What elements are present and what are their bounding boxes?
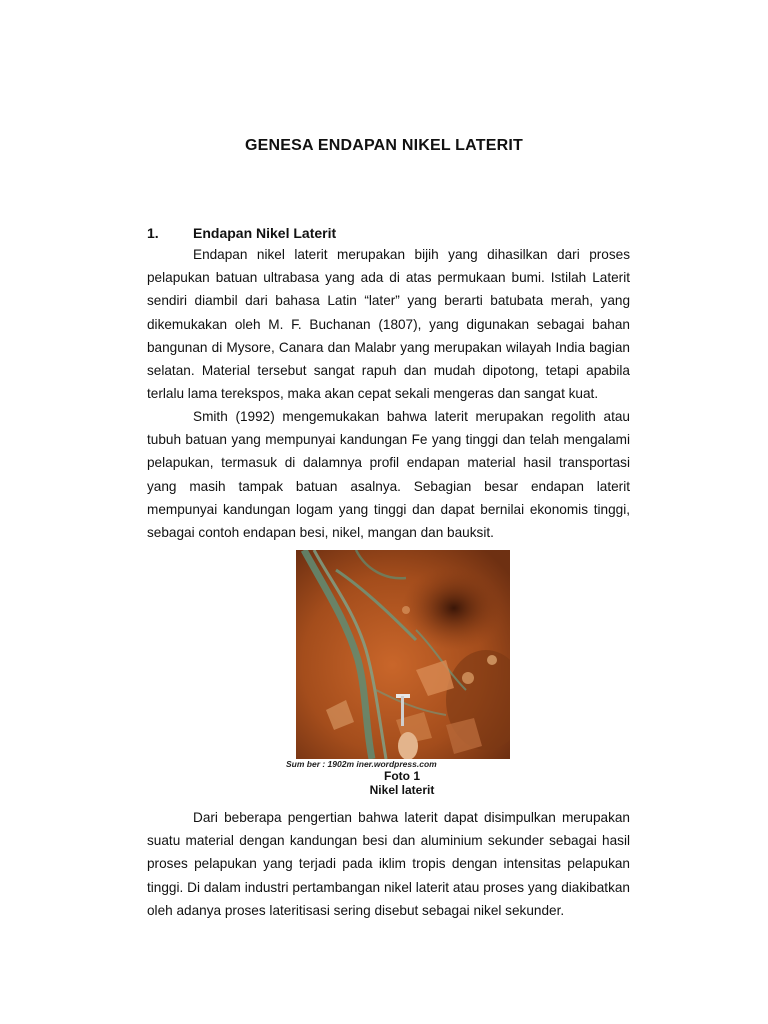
photo-illustration (296, 550, 510, 759)
nickel-laterite-photo (296, 550, 510, 759)
paragraph-1: Endapan nikel laterit merupakan bijih yang dihasilkan dari proses pelapukan batuan ultrabasa yang ada di atas permukaan bumi. Istilah Laterit sendiri diambil dari bahasa Latin “later” yang berarti batubata merah, yang dikemukakan oleh M. F. Buchanan (1807), yang digunakan sebagai bahan bangunan di Mysore, Canara dan Malabr yang merupakan wilayah India bagian selatan. Material tersebut sangat rapuh dan mudah dipotong, tetapi apabila terlalu lama terekspos, maka akan cepat sekali mengeras dan sangat kuat. (147, 247, 630, 402)
figure-label: Foto 1 (384, 769, 420, 783)
figure-caption (0, 769, 768, 797)
paragraph-2: Smith (1992) mengemukakan bahwa laterit merupakan regolith atau tubuh batuan yang mempunyai kandungan Fe yang tinggi dan telah mengalami pelapukan, termasuk di dalamnya profil endapan material hasil transportasi yang masih tampak batuan asalnya. Sebagian besar endapan laterit mempunyai kandungan logam yang tinggi dan dapat bernilai ekonomis tinggi, sebagai contoh endapan besi, nikel, mangan dan bauksit. (147, 409, 630, 541)
document-title: GENESA ENDAPAN NIKEL LATERIT (245, 137, 523, 154)
section-number: 1. (147, 225, 159, 241)
figure-title: Nikel laterit (369, 783, 435, 797)
section-title: Endapan Nikel Laterit (193, 225, 337, 241)
section-heading (147, 225, 336, 241)
paragraph-3: Dari beberapa pengertian bahwa laterit dapat disimpulkan merupakan suatu material dengan kandungan besi dan aluminium sekunder sebagai hasil proses pelapukan yang terjadi pada iklim tropis dengan intensitas pelapukan tinggi. Di dalam industri pertambangan nikel laterit atau proses yang diakibatkan oleh adanya proses lateritisasi sering disebut sebagai nikel sekunder. (147, 810, 630, 918)
figure-source: Sum ber : 1902m iner.wordpress.com (286, 759, 437, 769)
